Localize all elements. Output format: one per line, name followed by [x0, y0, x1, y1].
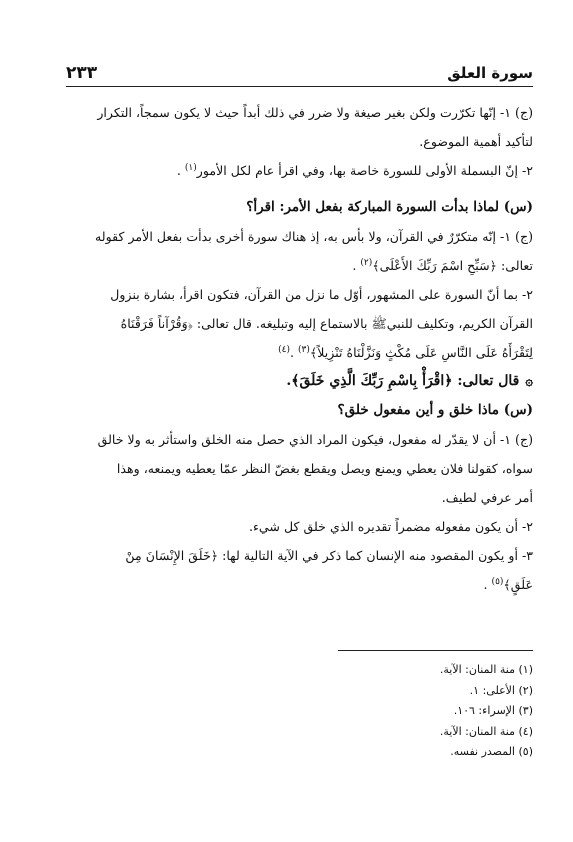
footnote-ref: (٤)	[278, 344, 290, 355]
answer-line	[66, 251, 533, 280]
answer-text: ٢- إنّ البسملة الأولى للسورة خاصة بها، وفي اقرأ عام لكل الأمور	[196, 163, 533, 178]
section-heading	[66, 367, 533, 396]
page-number: ٢٣٣	[66, 63, 98, 83]
footnote-ref: (٢)	[360, 257, 373, 268]
answer-line: أمر عرفي لطيف.	[441, 490, 533, 505]
footnote: (٥) المصدر نفسه.	[450, 745, 533, 758]
verse-quote: تعالى: ﴿سَبِّحِ اسْمَ رَبِّكَ الأَعْلَى﴾	[372, 258, 533, 273]
answer-line: ٢- بما أنّ السورة على المشهور، أوّل ما نزل من القرآن، فتكون اقرأ، بشارة بنزول	[110, 287, 533, 302]
footnote: (٢) الأعلى: ١.	[469, 683, 533, 697]
period: .	[289, 345, 294, 360]
answer-line: ٢- أن يكون مفعوله مضمراً تقديره الذي خلق كل شيء.	[248, 519, 533, 534]
footnote-ref: (٣)	[298, 344, 310, 355]
footnote-ref: (٥)	[491, 576, 504, 587]
answer-line: (ج) ١- إنّه متكرّرٌ في القرآن، ولا بأس به، إذ هناك سورة أخرى بدأت بفعل الأمر كقوله	[94, 229, 533, 244]
answer-line: (ج) ١- إنّها تكرّرت ولكن بغير صيغة ولا ضرر في ذلك أبداً حيث لا يكون سمجاً، التكرار	[97, 105, 533, 120]
period: .	[483, 577, 488, 592]
footnote-divider	[338, 650, 533, 651]
footnote: (١) منة المنان: الآية.	[439, 663, 533, 676]
answer-line	[66, 338, 533, 367]
period: .	[176, 163, 181, 178]
footnote: (٣) الإسراء: ١٠٦.	[453, 704, 533, 717]
answer-line: لتأكيد أهمية الموضوع.	[419, 134, 533, 149]
main-text	[66, 98, 533, 599]
verse-quote: عَلَقٍ﴾	[503, 577, 533, 592]
verse-quote: لِتَقْرَأَهُ عَلَى النَّاسِ عَلَى مُكْثٍ وَنَزَّلْنَاهُ تَنْزِيلاً﴾	[309, 345, 533, 360]
answer-line: القرآن الكريم، وتكليف للنبيﷺ بالاستماع إليه وتبليغه. قال تعالى: ﴿وَقُرْآناً فَرَقْنَاهُ	[120, 316, 533, 331]
footnotes	[440, 660, 533, 763]
question-line: (س) لماذا بدأت السورة المباركة بفعل الأمر: اقرأ؟	[246, 199, 533, 215]
footnote: (٤) منة المنان: الآية.	[439, 724, 533, 738]
answer-line	[66, 570, 533, 599]
chapter-title: سورة العلق	[447, 64, 533, 82]
answer-point	[66, 156, 533, 185]
footnote-ref: (١)	[184, 162, 197, 173]
period: .	[352, 258, 357, 273]
rosette-icon: ۞	[525, 374, 533, 389]
question-line: (س) ماذا خلق و أين مفعول خلق؟	[337, 402, 533, 418]
heading-text: قال تعالى: ﴿اقْرَأْ بِاسْمِ رَبِّكَ الَّذِي خَلَقَ﴾.	[286, 373, 520, 389]
answer-line: ٣- أو يكون المقصود منه الإنسان كما ذكر في الآية التالية لها: ﴿خَلَقَ الإِنْسَانَ مِنْ	[125, 548, 533, 563]
answer-line: (ج) ١- أن لا يقدّر له مفعول، فيكون المراد الذي حصل منه الخلق واستأثر به ولا خالق	[97, 432, 533, 447]
running-header	[66, 64, 533, 87]
answer-line: سواه، كقولنا فلان يعطي ويمنع ويصل ويقطع بغضّ النظر عمّا يعطيه ويمنعه، وهذا	[116, 461, 533, 476]
